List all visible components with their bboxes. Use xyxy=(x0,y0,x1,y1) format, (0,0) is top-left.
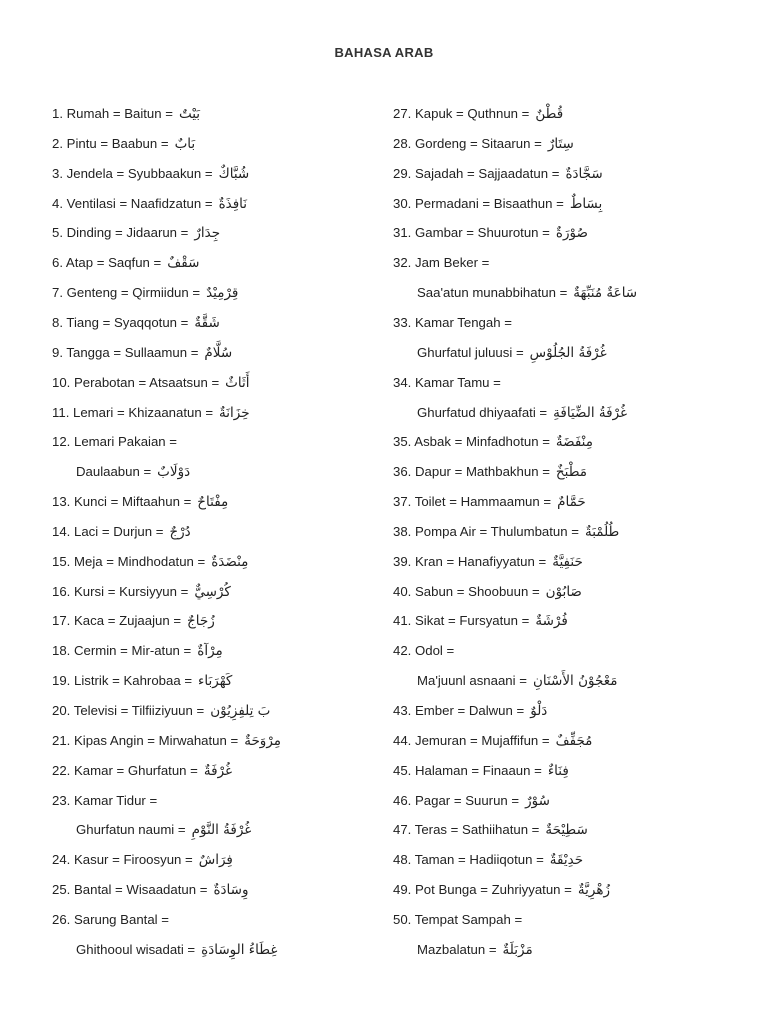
vocab-entry xyxy=(393,434,593,450)
vocab-entry-arabic: فِرَاشٌ xyxy=(198,852,233,869)
vocab-entry-text: 15. Meja = Mindhodatun = xyxy=(52,553,206,569)
vocab-entry xyxy=(52,315,220,331)
vocab-entry-arabic: غُرْفَةُ الجُلُوْسِ xyxy=(529,344,607,361)
vocab-entry-text: 45. Halaman = Finaaun = xyxy=(393,762,542,778)
vocab-entry-arabic: دَوْلَابٌ xyxy=(157,464,191,481)
vocab-entry-text: Daulaabun = xyxy=(76,464,152,480)
vocab-entry-arabic: سِتَارٌ xyxy=(547,135,574,152)
vocab-entry-arabic: سَقْفٌ xyxy=(167,255,200,272)
vocab-entry-text: 47. Teras = Sathiihatun = xyxy=(393,822,540,838)
vocab-entry xyxy=(52,524,191,540)
vocab-entry-continuation xyxy=(76,464,190,480)
vocab-entry-text: 2. Pintu = Baabun = xyxy=(52,135,169,151)
vocab-entry-text: 8. Tiang = Syaqqotun = xyxy=(52,314,189,330)
vocab-entry-arabic: مِنْفَضَةٌ xyxy=(555,434,593,451)
vocab-entry xyxy=(52,793,157,809)
vocab-entry xyxy=(393,255,489,271)
vocab-entry-arabic: طُلُمْبَةٌ xyxy=(584,523,620,540)
vocab-entry-arabic: فُرْشَةٌ xyxy=(535,613,568,630)
vocab-entry-text: 18. Cermin = Mir-atun = xyxy=(52,643,192,659)
vocab-entry-arabic: مَطْبَخٌ xyxy=(555,464,587,481)
vocab-entry xyxy=(52,255,199,271)
vocab-entry xyxy=(393,703,547,719)
vocab-entry-text: 48. Taman = Hadiiqotun = xyxy=(393,852,544,868)
vocab-entry-text: 1. Rumah = Baitun = xyxy=(52,106,173,121)
vocab-entry-text: Ghithooul wisadati = xyxy=(76,941,196,957)
vocab-entry-text: 19. Listrik = Kahrobaa = xyxy=(52,673,193,689)
vocab-entry-text: 16. Kursi = Kursiyyun = xyxy=(52,583,189,599)
vocab-entry xyxy=(52,733,281,749)
vocab-entry-arabic: بَابٌ xyxy=(174,135,196,152)
vocab-entry-text: 20. Televisi = Tilfiiziyuun = xyxy=(52,703,205,718)
vocab-entry xyxy=(393,822,588,838)
vocab-entry-arabic: جِدَارٌ xyxy=(194,225,221,242)
vocab-entry xyxy=(52,852,233,868)
vocab-entry-arabic: شَقَّةٌ xyxy=(194,314,220,331)
vocab-entry-arabic: أَثَاثٌ xyxy=(225,374,250,391)
vocab-entry-arabic: غُرْفَةُ النَّوْمِ xyxy=(191,822,252,839)
vocab-entry-text: 34. Kamar Tamu = xyxy=(393,374,501,390)
vocab-entry-arabic: قُطْنٌ xyxy=(535,106,564,122)
vocab-entry-arabic: بَ تِلفِزِيُوْن xyxy=(210,703,271,719)
vocab-entry-text: 50. Tempat Sampah = xyxy=(393,911,523,927)
vocab-entry-continuation xyxy=(417,673,617,689)
vocab-entry-arabic: غُرْفَةُ الضِّيَافَةِ xyxy=(553,404,628,421)
vocab-entry xyxy=(52,345,232,361)
vocab-entry-continuation xyxy=(417,345,607,361)
vocab-entry xyxy=(52,166,249,182)
vocab-entry xyxy=(393,613,568,629)
vocab-entry-text: 30. Permadani = Bisaathun = xyxy=(393,195,564,211)
vocab-entry-arabic: غِطَاءُ الوِسَادَةِ xyxy=(201,941,278,958)
vocab-entry-text: 14. Laci = Durjun = xyxy=(52,523,164,539)
vocab-entry-arabic: قِرْمِيْدٌ xyxy=(206,285,239,302)
vocab-entry xyxy=(393,852,583,868)
vocab-entry-text: 28. Gordeng = Sitaarun = xyxy=(393,135,542,151)
vocab-entry xyxy=(393,912,522,928)
vocab-entry-text: 13. Kunci = Miftaahun = xyxy=(52,494,192,510)
vocab-entry-text: 9. Tangga = Sullaamun = xyxy=(52,344,199,360)
vocab-entry-text: 43. Ember = Dalwun = xyxy=(393,703,525,718)
vocab-entry-text: Ghurfatun naumi = xyxy=(76,822,186,838)
vocab-entry-text: 3. Jendela = Syubbaakun = xyxy=(52,165,213,181)
vocab-entry-text: 31. Gambar = Shuurotun = xyxy=(393,225,550,241)
vocab-entry xyxy=(52,405,250,421)
vocab-entry-text: 11. Lemari = Khizaanatun = xyxy=(52,404,214,420)
vocab-entry-arabic: حَنَفِيَّةٌ xyxy=(552,553,583,570)
vocab-entry-arabic: زُجَاجٌ xyxy=(187,613,215,630)
vocab-entry-text: 49. Pot Bunga = Zuhriyyatun = xyxy=(393,882,572,898)
vocab-entry xyxy=(52,375,250,391)
vocab-entry-arabic: بِسَاطٌ xyxy=(569,195,603,212)
vocab-entry xyxy=(52,703,270,719)
vocab-entry xyxy=(52,106,200,122)
vocab-entry xyxy=(52,225,220,241)
vocab-entry-text: 21. Kipas Angin = Mirwahatun = xyxy=(52,732,239,748)
vocab-entry xyxy=(52,763,232,779)
vocab-entry-arabic: مُجَفِّفٌ xyxy=(555,732,593,749)
vocab-entry xyxy=(393,375,501,391)
vocab-entry-text: 12. Lemari Pakaian = xyxy=(52,434,177,450)
vocab-entry-arabic: فِنَاءٌ xyxy=(547,762,569,779)
vocab-entry-arabic: نَافِذَةٌ xyxy=(218,195,248,212)
vocab-entry-arabic: سُلَّامٌ xyxy=(204,344,233,361)
vocab-entry-text: Ma'juunl asnaani = xyxy=(417,673,527,689)
vocab-entry-arabic: دَلْوٌ xyxy=(530,703,548,719)
vocab-entry xyxy=(393,584,582,600)
vocab-entry-text: 44. Jemuran = Mujaffifun = xyxy=(393,732,550,748)
vocab-entry xyxy=(52,285,238,301)
vocab-entry-arabic: صَابُوْن xyxy=(545,583,582,600)
vocab-entry-continuation xyxy=(76,942,277,958)
vocab-entry-text: 36. Dapur = Mathbakhun = xyxy=(393,464,550,480)
vocab-entry xyxy=(393,166,603,182)
vocab-entry xyxy=(393,643,454,659)
vocab-entry xyxy=(52,494,228,510)
vocab-entry-text: 17. Kaca = Zujaajun = xyxy=(52,613,182,629)
vocab-entry xyxy=(52,613,215,629)
vocab-entry-text: 22. Kamar = Ghurfatun = xyxy=(52,762,198,778)
vocab-entry-arabic: خِزَانَةٌ xyxy=(219,404,250,421)
vocab-entry-arabic: وِسَادَةٌ xyxy=(213,882,249,899)
vocab-entry xyxy=(393,225,588,241)
vocab-entry xyxy=(52,136,195,152)
vocab-entry xyxy=(393,524,619,540)
vocab-entry-text: 24. Kasur = Firoosyun = xyxy=(52,852,193,868)
vocab-entry-text: 42. Odol = xyxy=(393,643,455,659)
vocab-entry xyxy=(393,793,550,809)
vocab-entry xyxy=(52,196,247,212)
vocab-entry-arabic: سَطِيْحَةٌ xyxy=(545,822,588,839)
vocab-entry-text: 32. Jam Beker = xyxy=(393,255,490,271)
vocab-entry-arabic: سَجَّادَةٌ xyxy=(565,165,603,182)
vocab-entry xyxy=(393,315,512,331)
vocab-entry xyxy=(52,673,232,689)
vocab-entry xyxy=(393,464,587,480)
vocab-entry-text: 26. Sarung Bantal = xyxy=(52,911,169,927)
vocab-entry-text: Saa'atun munabbihatun = xyxy=(417,285,568,301)
vocab-entry xyxy=(52,643,223,659)
vocab-entry-arabic: سُوْرٌ xyxy=(525,792,550,809)
vocab-entry-arabic: مِنْضَدَةٌ xyxy=(211,553,249,570)
vocab-entry-text: Mazbalatun = xyxy=(417,941,497,957)
vocab-entry-text: 5. Dinding = Jidaarun = xyxy=(52,225,189,241)
vocab-entry-text: 4. Ventilasi = Naafidzatun = xyxy=(52,195,213,211)
vocab-entry-continuation xyxy=(76,822,251,838)
vocab-entry-arabic: صُوْرَةٌ xyxy=(555,225,588,242)
vocab-entry-continuation xyxy=(417,285,637,301)
vocab-entry-arabic: مِرْآةٌ xyxy=(197,643,223,660)
vocab-entry-arabic: مِفْتَاحٌ xyxy=(197,494,229,511)
vocab-entry-arabic: مَعْجُوْنُ الأَسْنَانِ xyxy=(532,673,618,690)
vocab-entry-arabic: كَهْرَبَاء xyxy=(198,673,233,690)
vocab-entry xyxy=(393,136,574,152)
vocab-entry-text: 10. Perabotan = Atsaatsun = xyxy=(52,374,220,390)
vocab-entry-text: 27. Kapuk = Quthnun = xyxy=(393,106,530,121)
vocab-entry xyxy=(52,584,231,600)
vocab-entry-arabic: بَيْتٌ xyxy=(178,106,201,122)
vocab-entry-arabic: مِرْوَحَةٌ xyxy=(244,732,282,749)
vocab-entry-arabic: دُرْجٌ xyxy=(169,523,191,540)
vocab-entry-text: 33. Kamar Tengah = xyxy=(393,314,512,330)
vocab-entry-text: 25. Bantal = Wisaadatun = xyxy=(52,882,208,898)
vocab-entry xyxy=(393,494,586,510)
vocab-entry-continuation xyxy=(417,405,627,421)
vocab-entry xyxy=(393,882,610,898)
vocab-entry-text: 41. Sikat = Fursyatun = xyxy=(393,613,530,629)
vocab-entry-arabic: حَمَّامٌ xyxy=(557,494,586,511)
vocab-entry-arabic: مَزْبَلَةٌ xyxy=(502,941,533,958)
vocab-entry xyxy=(52,912,169,928)
vocab-entry-arabic: غُرْفَةٌ xyxy=(203,762,233,779)
vocab-entry-arabic: كُرْسِيٌّ xyxy=(194,583,231,600)
vocab-entry-text: 35. Asbak = Minfadhotun = xyxy=(393,434,550,450)
vocab-entry-arabic: زُهْرِيَّةٌ xyxy=(577,882,610,899)
vocab-entry-text: Ghurfatud dhiyaafati = xyxy=(417,404,548,420)
vocab-entry xyxy=(52,882,248,898)
vocab-entry-text: Ghurfatul juluusi = xyxy=(417,344,524,360)
vocab-entry-text: 40. Sabun = Shoobuun = xyxy=(393,583,540,599)
vocab-entry-arabic: شُبَّاكٌ xyxy=(218,165,250,182)
vocab-entry xyxy=(393,106,563,122)
vocab-entry-text: 37. Toilet = Hammaamun = xyxy=(393,494,552,510)
vocab-entry xyxy=(52,434,177,450)
vocab-entry-text: 23. Kamar Tidur = xyxy=(52,792,158,808)
page-title: BAHASA ARAB xyxy=(334,45,434,60)
vocab-entry-arabic: حَدِيْقَةٌ xyxy=(549,852,584,869)
vocab-entry xyxy=(393,554,583,570)
vocab-entry-text: 38. Pompa Air = Thulumbatun = xyxy=(393,523,579,539)
vocab-entry-text: 6. Atap = Saqfun = xyxy=(52,255,162,271)
vocab-entry-arabic: سَاعَةٌ مُنَبِّهَةٌ xyxy=(573,285,638,302)
vocab-entry-text: 46. Pagar = Suurun = xyxy=(393,792,520,808)
vocab-entry-text: 39. Kran = Hanafiyyatun = xyxy=(393,553,547,569)
vocab-entry xyxy=(52,554,248,570)
vocab-entry-text: 29. Sajadah = Sajjaadatun = xyxy=(393,165,560,181)
vocab-entry-text: 7. Genteng = Qirmiidun = xyxy=(52,285,201,301)
vocab-entry xyxy=(393,733,592,749)
vocab-entry xyxy=(393,763,569,779)
vocab-entry xyxy=(393,196,602,212)
vocab-entry-continuation xyxy=(417,942,533,958)
